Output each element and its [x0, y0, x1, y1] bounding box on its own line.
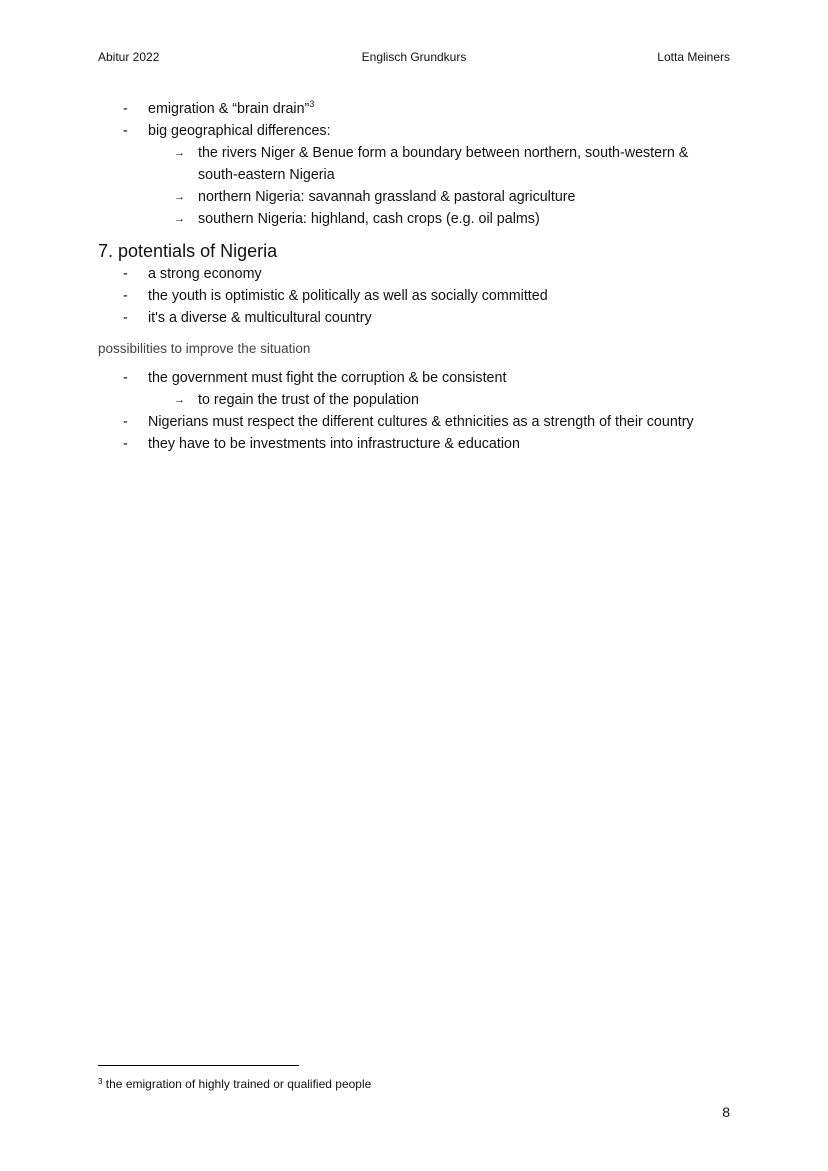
- list-item: [98, 285, 730, 307]
- footnote-number: 3: [98, 1077, 103, 1086]
- header-author: Lotta Meiners: [657, 50, 730, 64]
- list-item: [98, 433, 730, 455]
- dash-bullet: -: [123, 370, 128, 386]
- sublist-item-text: northern Nigeria: savannah grassland & pastoral agriculture: [198, 189, 576, 205]
- sublist-item: [148, 142, 730, 186]
- dash-bullet: -: [123, 123, 128, 139]
- footnote-divider: [98, 1065, 299, 1066]
- list-item-text: the youth is optimistic & politically as well as socially committed: [148, 288, 548, 304]
- list-item: [98, 120, 730, 230]
- dash-bullet: -: [123, 414, 128, 430]
- list-item-text: emigration & “brain drain”: [148, 101, 310, 117]
- footnote-text: the emigration of highly trained or qualified people: [105, 1077, 372, 1091]
- dash-bullet: -: [123, 310, 128, 326]
- possibilities-sublist: [148, 389, 730, 411]
- list-item: [98, 367, 730, 411]
- list-item-text: a strong economy: [148, 266, 262, 282]
- possibilities-list: [98, 367, 730, 455]
- dash-bullet: -: [123, 266, 128, 282]
- sublist-item: [148, 186, 730, 208]
- list-item-text: big geographical differences:: [148, 123, 331, 139]
- geo-sublist: [148, 142, 730, 230]
- header-exam: Abitur 2022: [98, 50, 160, 64]
- page-content: [98, 98, 730, 455]
- sublist-item-text: the rivers Niger & Benue form a boundary between northern, south-western & south-eastern Nigeria: [198, 145, 689, 183]
- footnote: [98, 1076, 730, 1092]
- arrow-bullet-icon: →: [174, 191, 185, 203]
- potentials-list: [98, 263, 730, 329]
- list-item-text: it's a diverse & multicultural country: [148, 310, 372, 326]
- sublist-item-text: to regain the trust of the population: [198, 392, 419, 408]
- dash-bullet: -: [123, 436, 128, 452]
- footnote-ref: 3: [309, 99, 315, 109]
- header-subject: Englisch Grundkurs: [361, 50, 467, 64]
- subheading: possibilities to improve the situation: [98, 341, 311, 356]
- arrow-bullet-icon: →: [174, 213, 185, 225]
- list-item-text: Nigerians must respect the different cultures & ethnicities as a strength of their country: [148, 414, 694, 430]
- list-item: [98, 98, 730, 120]
- page-number: 8: [722, 1104, 730, 1120]
- dash-bullet: -: [123, 101, 128, 117]
- arrow-bullet-icon: →: [174, 394, 185, 406]
- list-item-text: the government must fight the corruption & be consistent: [148, 370, 507, 386]
- arrow-bullet-icon: →: [174, 147, 185, 159]
- page-header: [98, 50, 730, 66]
- sublist-item: [148, 208, 730, 230]
- list-item: [98, 307, 730, 329]
- section-heading: 7. potentials of Nigeria: [98, 241, 278, 261]
- list-item-text: they have to be investments into infrastructure & education: [148, 436, 520, 452]
- sublist-item-text: southern Nigeria: highland, cash crops (e.g. oil palms): [198, 211, 540, 227]
- dash-bullet: -: [123, 288, 128, 304]
- list-item: [98, 411, 730, 433]
- sublist-item: [148, 389, 730, 411]
- intro-list: [98, 98, 730, 230]
- list-item: [98, 263, 730, 285]
